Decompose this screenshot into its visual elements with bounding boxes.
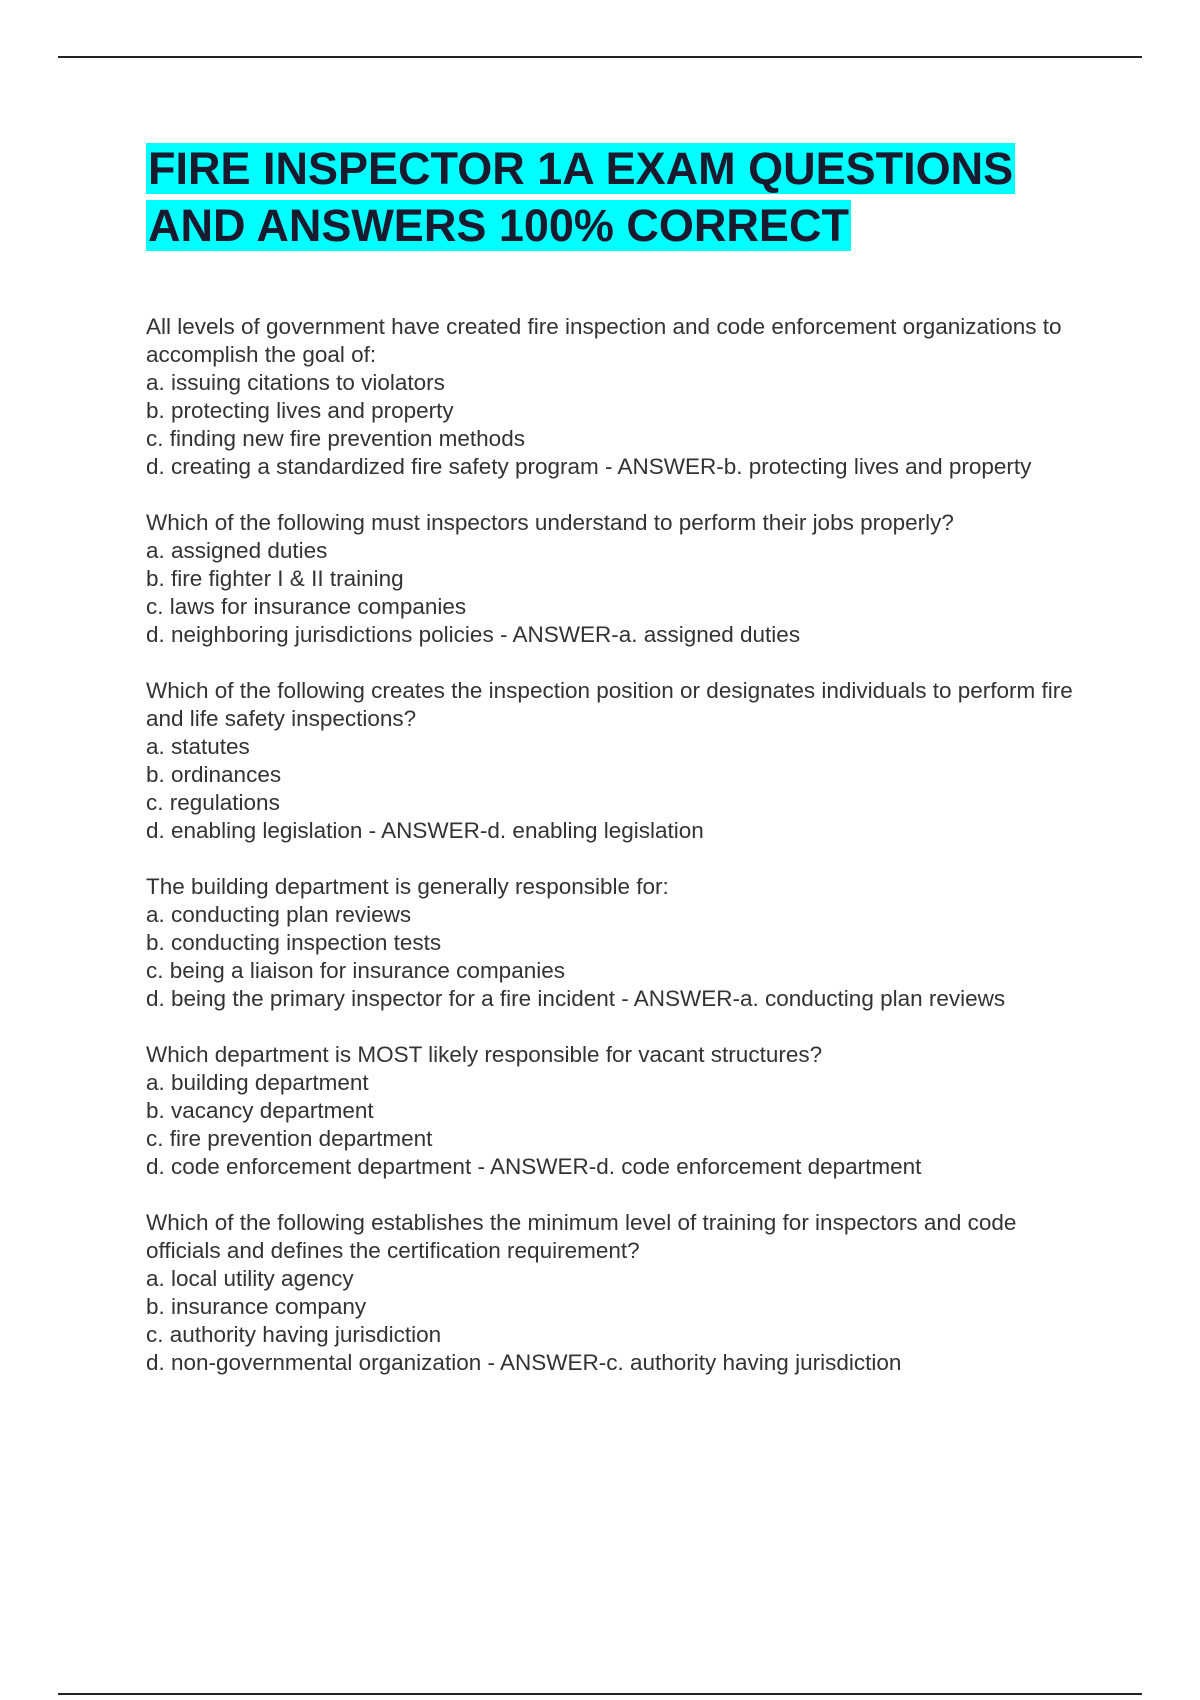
option-a: a. assigned duties — [146, 538, 328, 563]
option-d-with-answer: d. neighboring jurisdictions policies - ANSWER-a. assigned duties — [146, 622, 801, 647]
title-line-2: AND ANSWERS 100% CORRECT — [148, 200, 849, 251]
option-b: b. protecting lives and property — [146, 398, 454, 423]
option-a: a. issuing citations to violators — [146, 370, 445, 395]
question-text: All levels of government have created fire inspection and code enforcement organizations to accomplish the goal of: — [146, 314, 1062, 367]
bottom-rule — [58, 1693, 1142, 1695]
question-block — [146, 873, 1096, 1013]
option-b: b. fire fighter I & II training — [146, 566, 404, 591]
question-block — [146, 677, 1096, 845]
question-block — [146, 509, 1096, 649]
option-d-with-answer: d. being the primary inspector for a fire incident - ANSWER-a. conducting plan reviews — [146, 986, 1006, 1011]
question-block — [146, 1209, 1096, 1377]
question-block — [146, 1041, 1096, 1181]
option-b: b. insurance company — [146, 1294, 367, 1319]
option-a: a. conducting plan reviews — [146, 902, 412, 927]
option-a: a. statutes — [146, 734, 250, 759]
option-d-with-answer: d. creating a standardized fire safety program - ANSWER-b. protecting lives and property — [146, 454, 1032, 479]
option-d-with-answer: d. non-governmental organization - ANSWER-c. authority having jurisdiction — [146, 1350, 902, 1375]
question-text: Which department is MOST likely responsible for vacant structures? — [146, 1042, 823, 1067]
option-a: a. local utility agency — [146, 1266, 354, 1291]
option-c: c. regulations — [146, 790, 280, 815]
questions-list — [146, 313, 1096, 1405]
option-c: c. laws for insurance companies — [146, 594, 467, 619]
top-rule — [58, 56, 1142, 58]
question-block — [146, 313, 1096, 481]
option-c: c. fire prevention department — [146, 1126, 433, 1151]
option-d-with-answer: d. enabling legislation - ANSWER-d. enabling legislation — [146, 818, 704, 843]
option-b: b. ordinances — [146, 762, 282, 787]
title-line-1: FIRE INSPECTOR 1A EXAM QUESTIONS — [148, 143, 1014, 194]
question-text: Which of the following must inspectors understand to perform their jobs properly? — [146, 510, 954, 535]
document-title — [146, 140, 1086, 254]
question-text: The building department is generally responsible for: — [146, 874, 669, 899]
option-d-with-answer: d. code enforcement department - ANSWER-d. code enforcement department — [146, 1154, 922, 1179]
option-b: b. conducting inspection tests — [146, 930, 442, 955]
option-c: c. being a liaison for insurance companies — [146, 958, 565, 983]
option-b: b. vacancy department — [146, 1098, 374, 1123]
question-text: Which of the following establishes the minimum level of training for inspectors and code officials and defines the certification requirement? — [146, 1210, 1017, 1263]
option-c: c. finding new fire prevention methods — [146, 426, 525, 451]
option-c: c. authority having jurisdiction — [146, 1322, 442, 1347]
option-a: a. building department — [146, 1070, 369, 1095]
question-text: Which of the following creates the inspection position or designates individuals to perform fire and life safety inspections? — [146, 678, 1073, 731]
